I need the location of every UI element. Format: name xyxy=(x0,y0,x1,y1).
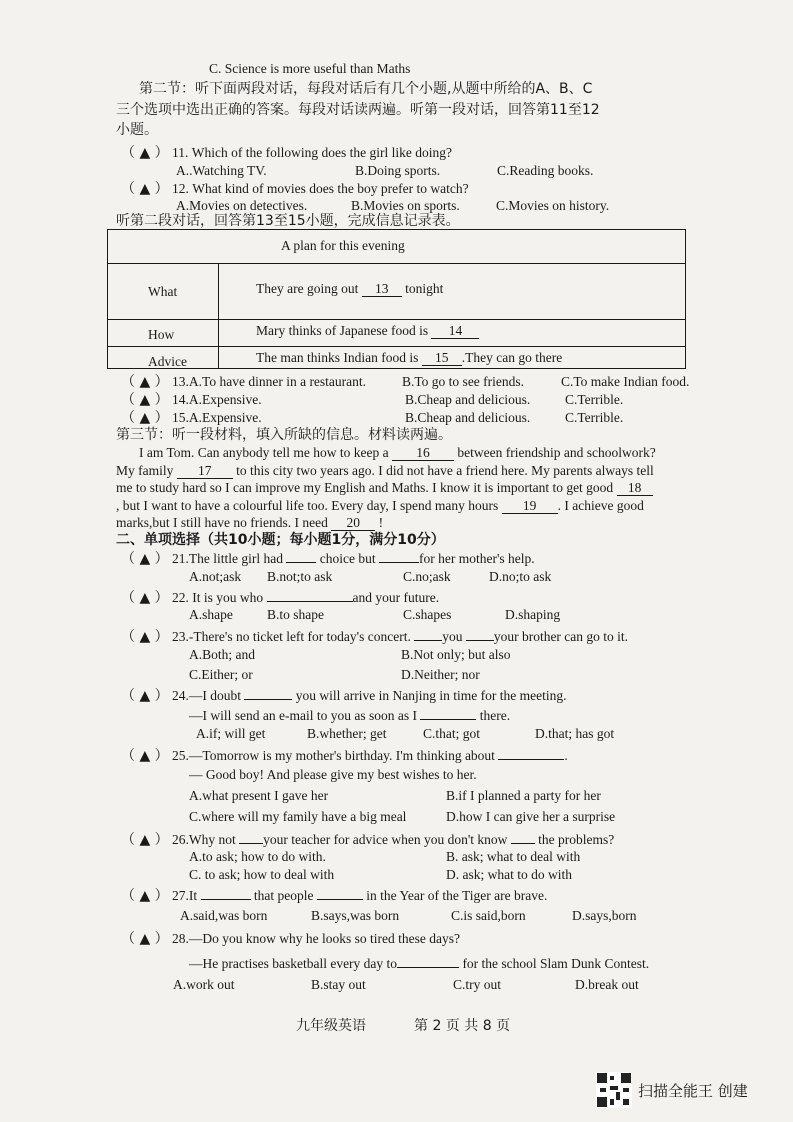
question-25: （ ▲ ） 25.—Tomorrow is my mother's birthday. I'm thinking about . xyxy=(121,745,568,765)
option-c: C.that; got xyxy=(423,726,480,741)
table-row-content: The man thinks Indian food is 15 .They can go there xyxy=(256,350,563,365)
option-b: B.if I planned a party for her xyxy=(446,788,601,803)
q10-option-c: C. Science is more useful than Maths xyxy=(209,61,411,76)
option-a: A.if; will get xyxy=(196,726,266,741)
blank-18: 18 xyxy=(617,480,653,496)
blank-19: 19 xyxy=(502,498,558,514)
table-row-label: Advice xyxy=(148,354,187,369)
option-d: D.says,born xyxy=(572,908,637,923)
qr-code-icon xyxy=(596,1072,632,1108)
question-28-reply: —He practises basketball every day to for the school Slam Dunk Contest. xyxy=(189,953,649,973)
option-c: C.To make Indian food. xyxy=(561,374,690,389)
option-c: C.Either; or xyxy=(189,667,253,682)
table-row-label: How xyxy=(148,327,175,342)
blank-20: 20 xyxy=(331,515,375,531)
passage-line4: , but I want to have a colourful life too. Every day, I spend many hours 19 . I achieve good xyxy=(116,498,644,513)
option-a: A.work out xyxy=(173,977,235,992)
option-d: D. ask; what to do with xyxy=(446,867,572,882)
blank-15: 15 xyxy=(422,350,462,366)
footer-page-number: 第 2 页 共 8 页 xyxy=(414,1018,511,1034)
question-21: （ ▲ ） 21.The little girl had choice but for her mother's help. xyxy=(121,548,535,568)
question-24-reply: —I will send an e-mail to you as soon as I there. xyxy=(189,705,510,725)
option-b: B.Movies on sports. xyxy=(351,198,460,213)
question-28: （ ▲ ） 28.—Do you know why he looks so tired these days? xyxy=(121,931,461,947)
option-b: B.Cheap and delicious. xyxy=(405,410,531,425)
footer-subject: 九年级英语 xyxy=(296,1018,366,1034)
dialog2-instructions: 听第二段对话，回答第13至15小题，完成信息记录表。 xyxy=(116,213,460,229)
option-c: C.where will my family have a big meal xyxy=(189,809,407,824)
option-d: D.how I can give her a surprise xyxy=(446,809,616,824)
section2-instructions-line1: 第二节：听下面两段对话，每段对话后有几个小题,从题中所给的A、B、C xyxy=(139,81,593,97)
section2-instructions-line3: 小题。 xyxy=(116,122,158,138)
info-record-table xyxy=(107,229,686,369)
option-b: B.Doing sports. xyxy=(355,163,441,178)
question-12 xyxy=(121,180,469,198)
option-c: C.Movies on history. xyxy=(496,198,610,213)
part2-title: 二、单项选择（共10小题；每小题1分，满分10分） xyxy=(116,532,445,548)
option-a: A..Watching TV. xyxy=(176,163,267,178)
blank-17: 17 xyxy=(177,463,233,479)
table-title: A plan for this evening xyxy=(281,238,405,253)
question-27: （ ▲ ） 27.It that people in the Year of the Tiger are brave. xyxy=(121,885,547,905)
question-14: （ ▲ ） 14.A.Expensive. xyxy=(121,392,262,408)
option-c: C.is said,born xyxy=(451,908,526,923)
blank-14: 14 xyxy=(431,323,479,339)
option-b: B.stay out xyxy=(311,977,366,992)
option-c: C.try out xyxy=(453,977,502,992)
option-c: C.shapes xyxy=(403,607,452,622)
option-a: A.what present I gave her xyxy=(189,788,329,803)
option-b: B.to shape xyxy=(267,607,324,622)
answer-mark: （ ▲ ） xyxy=(121,181,169,197)
option-d: D.that; has got xyxy=(535,726,615,741)
question-13: （ ▲ ） 13.A.To have dinner in a restaurant. xyxy=(121,374,367,390)
table-row-label: What xyxy=(148,284,178,299)
section2-instructions-line2: 三个选项中选出正确的答案。每段对话读两遍。听第一段对话，回答第11至12 xyxy=(116,102,600,118)
option-a: A.shape xyxy=(189,607,233,622)
option-c: C.Terrible. xyxy=(565,392,624,407)
option-c: C.Reading books. xyxy=(497,163,594,178)
table-row-content: They are going out 13 tonight xyxy=(256,281,444,296)
option-b: B.Cheap and delicious. xyxy=(405,392,531,407)
scanner-watermark: 扫描全能王 创建 xyxy=(638,1082,748,1100)
option-b: B.Not only; but also xyxy=(401,647,511,662)
passage-line1: I am Tom. Can anybody tell me how to keep a 16 between friendship and schoolwork? xyxy=(139,445,656,460)
question-stem: 11. Which of the following does the girl like doing? xyxy=(172,145,452,160)
answer-mark: （ ▲ ） xyxy=(121,145,169,161)
option-a: A.Both; and xyxy=(189,647,255,662)
question-stem: 12. What kind of movies does the boy prefer to watch? xyxy=(172,181,469,196)
option-d: D.break out xyxy=(575,977,639,992)
option-c: C.no;ask xyxy=(403,569,451,584)
option-d: D.Neither; nor xyxy=(401,667,480,682)
passage-line2: My family 17 to this city two years ago. I did not have a friend here. My parents always tell xyxy=(116,463,654,478)
passage-line3: me to study hard so I can improve my English and Maths. I know it is important to get good 18 xyxy=(116,479,653,497)
option-b: B.says,was born xyxy=(311,908,400,923)
passage-line5: marks,but I still have no friends. I need 20 ! xyxy=(116,515,384,530)
blank-13: 13 xyxy=(362,281,402,297)
question-24: （ ▲ ） 24.—I doubt you will arrive in Nanjing in time for the meeting. xyxy=(121,685,566,705)
option-b: B.To go to see friends. xyxy=(402,374,525,389)
question-26: （ ▲ ） 26.Why not your teacher for advice when you don't know the problems? xyxy=(121,829,614,849)
option-c: C. to ask; how to deal with xyxy=(189,867,335,882)
question-15: （ ▲ ） 15.A.Expensive. xyxy=(121,410,262,426)
option-c: C.Terrible. xyxy=(565,410,624,425)
blank-16: 16 xyxy=(392,445,454,461)
question-25-reply: — Good boy! And please give my best wishes to her. xyxy=(189,767,477,782)
option-b: B.whether; get xyxy=(307,726,387,741)
option-d: D.shaping xyxy=(505,607,561,622)
question-22: （ ▲ ） 22. It is you who and your future. xyxy=(121,587,439,607)
section3-title: 第三节：听一段材料，填入所缺的信息。材料读两遍。 xyxy=(116,427,452,443)
option-b: B.not;to ask xyxy=(267,569,333,584)
table-row-content: Mary thinks of Japanese food is 14 xyxy=(256,323,479,339)
option-a: A.Movies on detectives. xyxy=(176,198,308,213)
option-b: B. ask; what to deal with xyxy=(446,849,581,864)
option-a: A.to ask; how to do with. xyxy=(189,849,326,864)
option-d: D.no;to ask xyxy=(489,569,552,584)
question-23: （ ▲ ） 23.-There's no ticket left for today's concert. you your brother can go to it. xyxy=(121,626,628,646)
option-a: A.said,was born xyxy=(180,908,268,923)
question-11 xyxy=(121,144,452,162)
option-a: A.not;ask xyxy=(189,569,242,584)
